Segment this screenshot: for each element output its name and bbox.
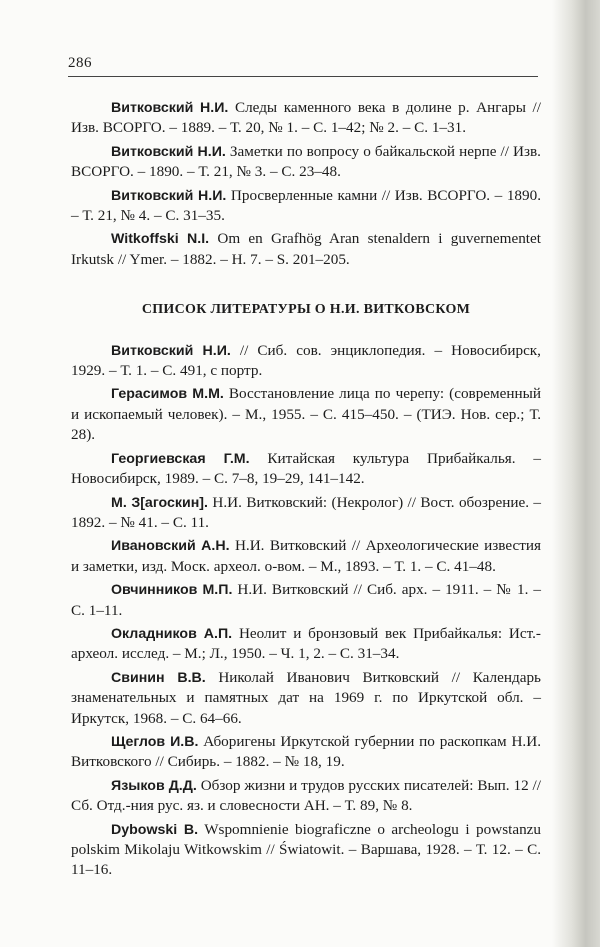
entry-author: М. З[агоскин]. [111,494,208,511]
entry-author: Ивановский А.Н. [111,538,230,555]
bibliography-entry [71,341,541,382]
bibliography-entry [71,820,541,881]
bibliography-entry [71,449,541,490]
bibliography-entry [71,536,541,577]
entry-text: Восстановление лица по черепу: (современный и ископаемый человек). – М., 1955. – С. 415–450. – (ТИЭ. Нов. сер.; Т. 28). [71,385,541,444]
entry-text: // Сиб. сов. энциклопедия. – Новосибирск, 1929. – Т. 1. – С. 491, с портр. [71,341,541,380]
entry-author: Dybowski B. [111,821,199,838]
bibliography-entry [71,98,541,139]
entry-text: Николай Иванович Витковский // Календарь знаменательных и памятных дат на 1969 г. по Иркутской обл. – Иркутск, 1968. – С. 64–66. [71,668,541,727]
bibliography-entry [71,732,541,773]
entry-author: Щеглов И.В. [111,733,199,750]
entry-author: Витковский Н.И. [111,187,227,204]
entry-author: Георгиевская Г.М. [111,450,250,467]
entry-author: Свинин В.В. [111,669,206,686]
bibliography [71,98,541,884]
bibliography-entry [71,186,541,227]
entry-text: Обзор жизни и трудов русских писателей: Вып. 12 // Сб. Отд.-ния рус. яз. и словесности АН. – Т. 89, № 8. [71,776,541,815]
entry-text: Н.И. Витковский: (Некролог) // Вост. обозрение. – 1892. – № 41. – С. 11. [71,493,541,531]
entry-text: Н.И. Витковский // Археологические известия и заметки, изд. Моск. археол. о-вом. – М., 1893. – Т. 1. – С. 41–48. [71,537,541,575]
bibliography-entry [71,776,541,817]
section-heading: СПИСОК ЛИТЕРАТУРЫ О Н.И. ВИТКОВСКОМ [141,302,471,318]
entry-author: Witkoffski N.I. [111,231,210,248]
bibliography-entry [71,142,541,183]
bibliography-entry [71,624,541,665]
entry-text: Неолит и бронзовый век Прибайкалья: Ист.-археол. исслед. – М.; Л., 1950. – Ч. 1, 2. – С. 31–34. [71,624,541,663]
literature-list [71,341,541,881]
entry-text: Н.И. Витковский // Сиб. арх. – 1911. – № 1. – С. 1–11. [71,581,541,619]
entry-author: Окладников А.П. [111,625,233,642]
works-list [71,98,541,270]
entry-author: Витковский Н.И. [111,143,226,160]
entry-text: Просверленные камни // Изв. ВСОРГО. – 1890. – Т. 21, № 4. – С. 31–35. [71,186,541,225]
entry-text: Китайская культура Прибайкалья. – Новосибирск, 1989. – С. 7–8, 19–29, 141–142. [71,449,541,488]
bibliography-entry [71,229,541,270]
bibliography-entry [71,668,541,729]
entry-text: Заметки по вопросу о байкальской нерпе // Изв. ВСОРГО. – 1890. – Т. 21, № 3. – С. 23–48. [71,142,541,181]
entry-text: Аборигены Иркутской губернии по раскопкам Н.И. Витковского // Сибирь. – 1882. – № 18, 19. [71,732,541,771]
header-rule [68,76,538,77]
page-number: 286 [68,55,92,71]
bibliography-entry [71,493,541,534]
page-gutter-shadow [552,0,600,947]
entry-author: Овчинников М.П. [111,582,233,599]
entry-text: Om en Grafhög Aran stenaldern i guvernementet Irkutsk // Ymer. – 1882. – H. 7. – S. 201–205. [71,230,541,268]
entry-author: Герасимов М.М. [111,386,224,403]
entry-text: Следы каменного века в долине р. Ангары // Изв. ВСОРГО. – 1889. – Т. 20, № 1. – С. 1–42; № 2. – С. 1–31. [71,99,541,137]
bibliography-entry [71,580,541,621]
entry-author: Витковский Н.И. [111,342,231,359]
entry-text: Wspomnienie biograficzne o archeologu i powstanzu polskim Mikolaju Witkowskim // Światowit. – Варшава, 1928. – Т. 12. – С. 11–16. [71,820,541,879]
bibliography-entry [71,384,541,445]
entry-author: Витковский Н.И. [111,100,229,116]
entry-author: Языков Д.Д. [111,777,197,794]
